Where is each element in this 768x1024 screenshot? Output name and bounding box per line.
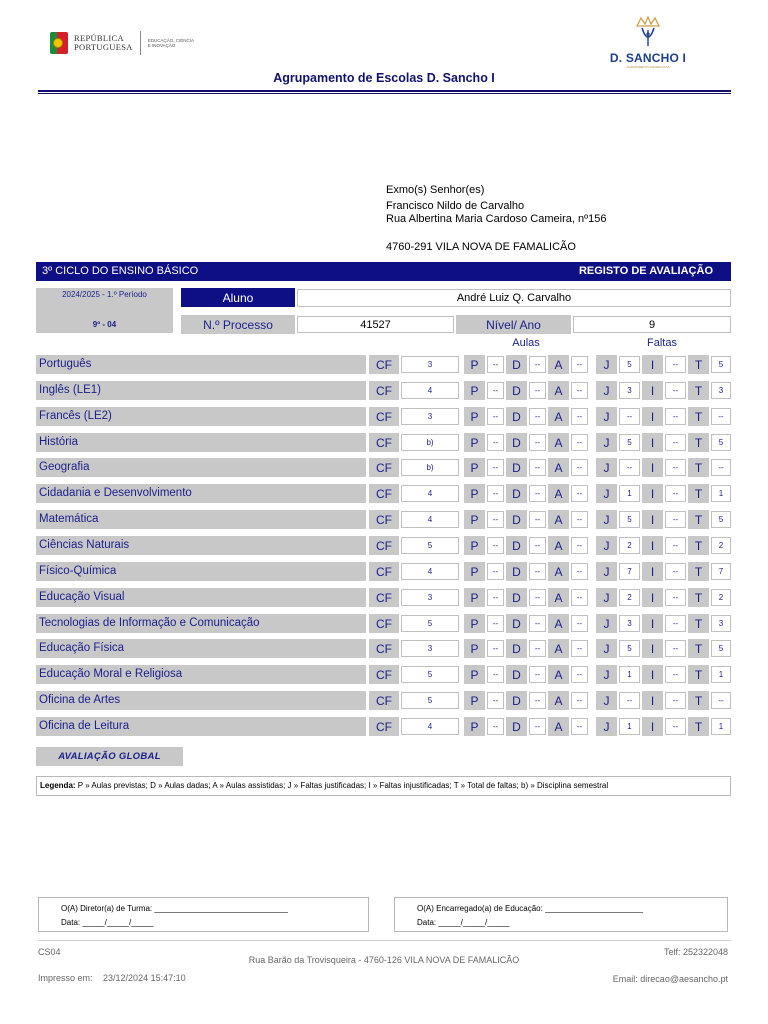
i-label: I — [642, 355, 663, 374]
p-label: P — [464, 458, 485, 477]
t-value: -- — [711, 408, 731, 425]
d-label: D — [506, 381, 527, 400]
nivel-label: Nível/ Ano — [456, 315, 571, 334]
rp-name-line2: PORTUGUESA — [74, 42, 133, 52]
j-value: -- — [619, 459, 640, 476]
d-value: -- — [529, 615, 546, 632]
t-label: T — [688, 588, 709, 607]
t-label: T — [688, 691, 709, 710]
d-label: D — [506, 510, 527, 529]
period-label: 2024/2025 - 1.º Período — [62, 290, 147, 299]
t-label: T — [688, 665, 709, 684]
p-value: -- — [487, 408, 504, 425]
t-label: T — [688, 536, 709, 555]
subject-name: Tecnologias de Informação e Comunicação — [36, 614, 366, 633]
i-value: -- — [665, 511, 686, 528]
t-label: T — [688, 407, 709, 426]
j-value: 3 — [619, 382, 640, 399]
director-signature-line: O(A) Diretor(a) de Turma: ______________________________ — [61, 904, 288, 913]
processo-label: N.º Processo — [181, 315, 295, 334]
cf-value: 3 — [401, 356, 459, 373]
d-value: -- — [529, 382, 546, 399]
cf-label: CF — [369, 665, 399, 684]
d-label: D — [506, 665, 527, 684]
cf-value: 4 — [401, 511, 459, 528]
j-label: J — [596, 665, 617, 684]
cf-value: 5 — [401, 615, 459, 632]
t-label: T — [688, 433, 709, 452]
rp-sub-line2: E INOVAÇÃO — [147, 43, 176, 48]
address-postal: 4760-291 VILA NOVA DE FAMALICÃO — [386, 241, 576, 253]
p-value: -- — [487, 589, 504, 606]
p-label: P — [464, 665, 485, 684]
a-value: -- — [571, 692, 588, 709]
cf-label: CF — [369, 588, 399, 607]
i-value: -- — [665, 666, 686, 683]
p-label: P — [464, 381, 485, 400]
legend-label: Legenda: — [40, 781, 76, 790]
j-label: J — [596, 691, 617, 710]
t-label: T — [688, 484, 709, 503]
subject-name: Francês (LE2) — [36, 407, 366, 426]
i-value: -- — [665, 382, 686, 399]
a-label: A — [548, 665, 569, 684]
cf-value: 5 — [401, 666, 459, 683]
p-value: -- — [487, 640, 504, 657]
document-code: CS04 — [38, 947, 61, 957]
t-value: 7 — [711, 563, 731, 580]
cf-value: b) — [401, 434, 459, 451]
t-value: -- — [711, 459, 731, 476]
report-title-bar — [36, 262, 731, 281]
cf-value: 3 — [401, 589, 459, 606]
cf-label: CF — [369, 433, 399, 452]
t-label: T — [688, 458, 709, 477]
d-value: -- — [529, 563, 546, 580]
subject-name: Educação Física — [36, 639, 366, 658]
d-label: D — [506, 562, 527, 581]
cf-value: b) — [401, 459, 459, 476]
subject-name: Oficina de Artes — [36, 691, 366, 710]
school-logo-tag: AGRUPAMENTO DE ESCOLAS — [626, 65, 670, 69]
subject-name: Matemática — [36, 510, 366, 529]
faltas-header: Faltas — [647, 337, 677, 349]
printed-label: Impresso em: — [38, 973, 93, 983]
p-label: P — [464, 717, 485, 736]
t-label: T — [688, 717, 709, 736]
i-value: -- — [665, 459, 686, 476]
t-label: T — [688, 614, 709, 633]
rp-name-line1: REPÚBLICA — [74, 33, 124, 43]
i-value: -- — [665, 692, 686, 709]
t-value: 5 — [711, 640, 731, 657]
j-label: J — [596, 614, 617, 633]
d-label: D — [506, 407, 527, 426]
logo-divider — [140, 31, 141, 55]
address-greeting: Exmo(s) Senhor(es) — [386, 184, 485, 196]
t-value: 1 — [711, 666, 731, 683]
i-value: -- — [665, 356, 686, 373]
p-label: P — [464, 355, 485, 374]
j-value: 1 — [619, 666, 640, 683]
j-value: 3 — [619, 615, 640, 632]
crown-pen-icon — [633, 16, 663, 50]
d-value: -- — [529, 666, 546, 683]
i-value: -- — [665, 718, 686, 735]
i-label: I — [642, 381, 663, 400]
p-label: P — [464, 433, 485, 452]
a-label: A — [548, 433, 569, 452]
j-value: 5 — [619, 511, 640, 528]
d-value: -- — [529, 537, 546, 554]
d-label: D — [506, 691, 527, 710]
j-label: J — [596, 562, 617, 581]
j-value: -- — [619, 692, 640, 709]
global-evaluation-label: AVALIAÇÃO GLOBAL — [36, 747, 183, 766]
cf-label: CF — [369, 717, 399, 736]
j-value: 2 — [619, 589, 640, 606]
nivel-value: 9 — [573, 316, 731, 333]
j-label: J — [596, 484, 617, 503]
t-value: 3 — [711, 615, 731, 632]
i-value: -- — [665, 615, 686, 632]
j-label: J — [596, 588, 617, 607]
cf-value: 3 — [401, 408, 459, 425]
t-label: T — [688, 639, 709, 658]
t-value: 1 — [711, 485, 731, 502]
d-label: D — [506, 717, 527, 736]
j-value: 7 — [619, 563, 640, 580]
j-value: 5 — [619, 356, 640, 373]
p-label: P — [464, 639, 485, 658]
p-value: -- — [487, 485, 504, 502]
j-label: J — [596, 639, 617, 658]
a-label: A — [548, 717, 569, 736]
footer-address: Rua Barão da Trovisqueira - 4760-126 VILA NOVA DE FAMALICÃO — [248, 955, 520, 965]
i-label: I — [642, 639, 663, 658]
j-value: 5 — [619, 434, 640, 451]
i-label: I — [642, 588, 663, 607]
cf-label: CF — [369, 355, 399, 374]
d-value: -- — [529, 434, 546, 451]
p-value: -- — [487, 615, 504, 632]
subject-name: Ciências Naturais — [36, 536, 366, 555]
a-value: -- — [571, 485, 588, 502]
cf-label: CF — [369, 484, 399, 503]
cf-value: 4 — [401, 563, 459, 580]
t-value: 3 — [711, 382, 731, 399]
i-label: I — [642, 407, 663, 426]
flag-icon — [50, 32, 68, 54]
subject-name: Físico-Química — [36, 562, 366, 581]
footer-phone: Telf: 252322048 — [663, 947, 728, 957]
d-label: D — [506, 484, 527, 503]
republica-portuguesa-logo — [50, 30, 200, 56]
i-label: I — [642, 691, 663, 710]
i-label: I — [642, 562, 663, 581]
subject-name: História — [36, 433, 366, 452]
i-value: -- — [665, 485, 686, 502]
a-value: -- — [571, 718, 588, 735]
d-label: D — [506, 588, 527, 607]
subject-name: Educação Moral e Religiosa — [36, 665, 366, 684]
a-label: A — [548, 536, 569, 555]
j-value: -- — [619, 408, 640, 425]
cf-label: CF — [369, 639, 399, 658]
guardian-signature-box — [394, 897, 728, 932]
guardian-signature-line: O(A) Encarregado(a) de Educação: ______________________ — [417, 904, 643, 913]
a-value: -- — [571, 666, 588, 683]
a-label: A — [548, 639, 569, 658]
subject-name: Geografia — [36, 458, 366, 477]
a-value: -- — [571, 537, 588, 554]
cf-value: 4 — [401, 485, 459, 502]
subject-name: Educação Visual — [36, 588, 366, 607]
d-value: -- — [529, 356, 546, 373]
j-label: J — [596, 458, 617, 477]
t-value: -- — [711, 692, 731, 709]
d-value: -- — [529, 408, 546, 425]
a-value: -- — [571, 615, 588, 632]
cycle-label: 3º CICLO DO ENSINO BÁSICO — [42, 265, 199, 277]
school-logo — [606, 16, 690, 72]
j-label: J — [596, 355, 617, 374]
rp-sub-line1: EDUCAÇÃO, CIÊNCIA — [147, 38, 194, 43]
cf-label: CF — [369, 691, 399, 710]
t-value: 5 — [711, 434, 731, 451]
footer-email: Email: direcao@aesancho.pt — [612, 974, 728, 984]
a-label: A — [548, 510, 569, 529]
a-label: A — [548, 458, 569, 477]
i-label: I — [642, 433, 663, 452]
a-value: -- — [571, 563, 588, 580]
d-label: D — [506, 355, 527, 374]
i-value: -- — [665, 589, 686, 606]
cf-label: CF — [369, 510, 399, 529]
legend-text: P » Aulas previstas; D » Aulas dadas; A » Aulas assistidas; J » Faltas justificadas; I » Faltas injustificadas; T » Total de faltas; b) » Disciplina semestral — [75, 781, 609, 790]
j-label: J — [596, 381, 617, 400]
p-label: P — [464, 510, 485, 529]
d-value: -- — [529, 589, 546, 606]
cf-label: CF — [369, 458, 399, 477]
j-label: J — [596, 717, 617, 736]
cf-label: CF — [369, 562, 399, 581]
period-class-box — [36, 288, 173, 333]
i-label: I — [642, 614, 663, 633]
p-label: P — [464, 562, 485, 581]
j-value: 5 — [619, 640, 640, 657]
p-value: -- — [487, 511, 504, 528]
t-value: 5 — [711, 356, 731, 373]
a-value: -- — [571, 640, 588, 657]
p-value: -- — [487, 563, 504, 580]
a-label: A — [548, 562, 569, 581]
i-value: -- — [665, 537, 686, 554]
a-label: A — [548, 484, 569, 503]
cf-value: 5 — [401, 692, 459, 709]
cf-value: 4 — [401, 382, 459, 399]
j-label: J — [596, 407, 617, 426]
a-value: -- — [571, 382, 588, 399]
j-label: J — [596, 433, 617, 452]
p-value: -- — [487, 434, 504, 451]
i-label: I — [642, 665, 663, 684]
i-label: I — [642, 484, 663, 503]
j-value: 1 — [619, 485, 640, 502]
t-value: 2 — [711, 589, 731, 606]
a-value: -- — [571, 589, 588, 606]
report-title: REGISTO DE AVALIAÇÃO — [578, 265, 713, 277]
a-label: A — [548, 691, 569, 710]
d-label: D — [506, 639, 527, 658]
p-value: -- — [487, 459, 504, 476]
aluno-name: André Luiz Q. Carvalho — [297, 289, 731, 307]
p-label: P — [464, 691, 485, 710]
j-label: J — [596, 536, 617, 555]
printed-value: 23/12/2024 15:47:10 — [103, 973, 186, 983]
footer-rule — [38, 940, 731, 941]
subject-name: Oficina de Leitura — [36, 717, 366, 736]
t-value: 1 — [711, 718, 731, 735]
d-label: D — [506, 433, 527, 452]
d-label: D — [506, 614, 527, 633]
p-value: -- — [487, 718, 504, 735]
i-value: -- — [665, 640, 686, 657]
subject-name: Português — [36, 355, 366, 374]
p-label: P — [464, 588, 485, 607]
p-value: -- — [487, 692, 504, 709]
cf-label: CF — [369, 381, 399, 400]
p-value: -- — [487, 356, 504, 373]
cf-label: CF — [369, 407, 399, 426]
d-value: -- — [529, 511, 546, 528]
address-street: Rua Albertina Maria Cardoso Cameira, nº156 — [386, 213, 607, 225]
d-value: -- — [529, 640, 546, 657]
j-label: J — [596, 510, 617, 529]
t-value: 5 — [711, 511, 731, 528]
cf-value: 5 — [401, 537, 459, 554]
director-signature-box — [38, 897, 369, 932]
aluno-label: Aluno — [181, 288, 295, 307]
cf-value: 3 — [401, 640, 459, 657]
p-label: P — [464, 614, 485, 633]
a-value: -- — [571, 459, 588, 476]
i-label: I — [642, 458, 663, 477]
a-value: -- — [571, 356, 588, 373]
j-value: 1 — [619, 718, 640, 735]
d-value: -- — [529, 485, 546, 502]
a-label: A — [548, 355, 569, 374]
header-rule-thin — [38, 93, 731, 94]
t-value: 2 — [711, 537, 731, 554]
subject-name: Cidadania e Desenvolvimento — [36, 484, 366, 503]
address-name: Francisco Nildo de Carvalho — [386, 200, 525, 212]
director-date-line: Data: _____/_____/_____ — [61, 918, 154, 927]
d-value: -- — [529, 459, 546, 476]
i-label: I — [642, 717, 663, 736]
a-label: A — [548, 407, 569, 426]
i-value: -- — [665, 408, 686, 425]
a-value: -- — [571, 511, 588, 528]
class-label: 9º - 04 — [92, 320, 117, 329]
subject-name: Inglês (LE1) — [36, 381, 366, 400]
school-title: Agrupamento de Escolas D. Sancho I — [273, 71, 495, 85]
i-value: -- — [665, 434, 686, 451]
cf-label: CF — [369, 536, 399, 555]
i-value: -- — [665, 563, 686, 580]
legend — [36, 776, 731, 796]
cf-value: 4 — [401, 718, 459, 735]
guardian-date-line: Data: _____/_____/_____ — [417, 918, 510, 927]
t-label: T — [688, 562, 709, 581]
aulas-header: Aulas — [512, 337, 540, 349]
d-value: -- — [529, 692, 546, 709]
t-label: T — [688, 355, 709, 374]
d-value: -- — [529, 718, 546, 735]
processo-value: 41527 — [297, 316, 454, 333]
p-value: -- — [487, 666, 504, 683]
p-value: -- — [487, 537, 504, 554]
p-value: -- — [487, 382, 504, 399]
cf-label: CF — [369, 614, 399, 633]
t-label: T — [688, 381, 709, 400]
d-label: D — [506, 458, 527, 477]
p-label: P — [464, 484, 485, 503]
t-label: T — [688, 510, 709, 529]
school-logo-name: D. SANCHO I — [609, 51, 687, 65]
a-value: -- — [571, 408, 588, 425]
a-label: A — [548, 381, 569, 400]
p-label: P — [464, 407, 485, 426]
i-label: I — [642, 510, 663, 529]
d-label: D — [506, 536, 527, 555]
a-label: A — [548, 588, 569, 607]
i-label: I — [642, 536, 663, 555]
j-value: 2 — [619, 537, 640, 554]
a-label: A — [548, 614, 569, 633]
p-label: P — [464, 536, 485, 555]
header-rule — [38, 90, 731, 92]
a-value: -- — [571, 434, 588, 451]
